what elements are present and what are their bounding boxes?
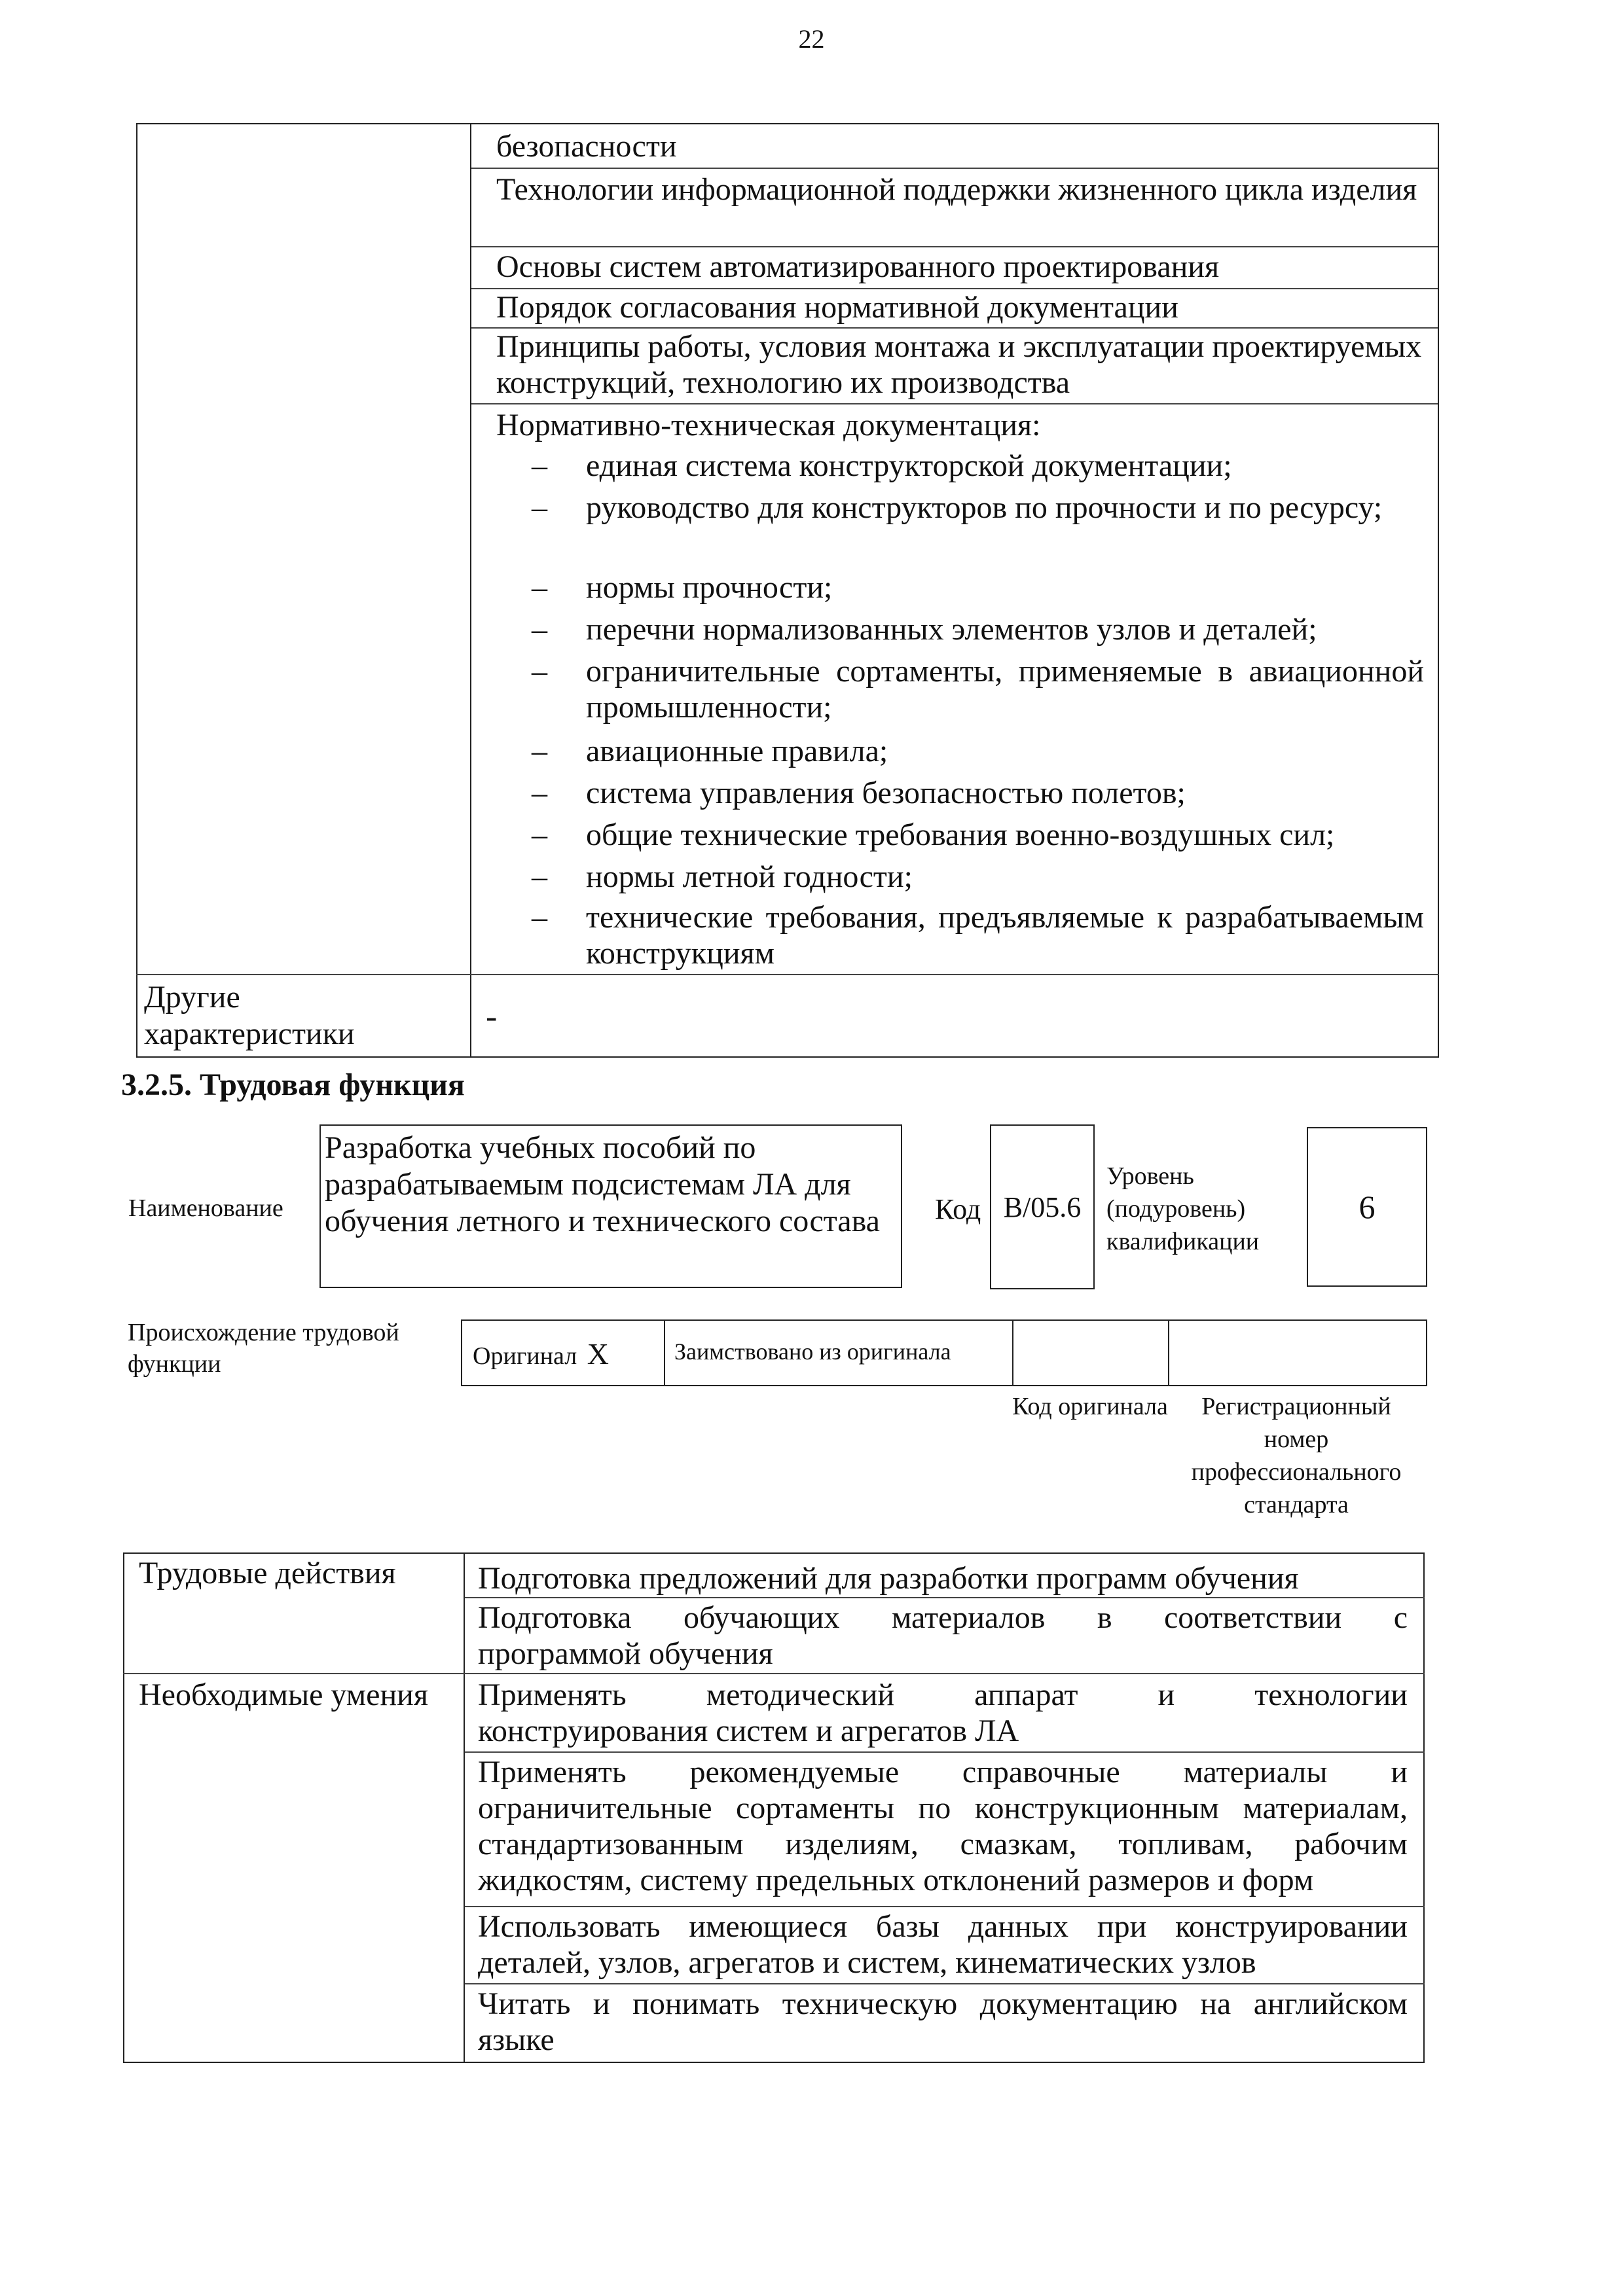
list-item: общие технические требования военно-воздушных сил; <box>586 817 1335 852</box>
list-item: нормы летной годности; <box>586 859 913 894</box>
list-dash: – <box>532 859 547 894</box>
list-dash: – <box>532 612 547 647</box>
list-item: авиационные правила; <box>586 734 888 768</box>
list-item: ограничительные сортаменты, применяемые в авиационной промышленности; <box>586 654 1424 725</box>
level-box <box>1307 1127 1427 1287</box>
cell-divider <box>664 1319 665 1386</box>
list-dash: – <box>532 448 547 483</box>
reg-number-label: Регистрационный номер профессионального стандарта <box>1191 1393 1402 1518</box>
table-row: Технологии информационной поддержки жизненного цикла изделия <box>496 172 1417 207</box>
row-divider <box>465 1597 1425 1598</box>
skills-label: Необходимые умения <box>139 1677 428 1712</box>
action-item: Подготовка предложений для разработки программ обучения <box>478 1561 1299 1596</box>
row-divider <box>465 1751 1425 1753</box>
skill-item: Читать и понимать техническую документацию на английском языке <box>478 1986 1408 2057</box>
code-original-label: Код оригинала <box>1012 1393 1168 1420</box>
page-number: 22 <box>798 24 825 54</box>
row-divider <box>136 974 1439 975</box>
row-divider <box>471 403 1438 404</box>
function-name-box: Разработка учебных пособий по разрабатываемым подсистемам ЛА для обучения летного и технического состава <box>319 1124 902 1288</box>
table-row: Нормативно-техническая документация: <box>496 408 1041 442</box>
table-row: безопасности <box>496 129 677 164</box>
list-dash: – <box>532 570 547 605</box>
list-dash: – <box>532 654 547 689</box>
table-row: Основы систем автоматизированного проектирования <box>496 249 1220 284</box>
list-dash: – <box>532 900 547 935</box>
list-item: нормы прочности; <box>586 570 833 605</box>
level-value: 6 <box>1359 1189 1376 1225</box>
actions-label: Трудовые действия <box>139 1556 396 1590</box>
row-divider <box>471 168 1438 169</box>
table-row: Принципы работы, условия монтажа и эксплуатации проектируемых конструкций, технологию их производства <box>496 329 1422 400</box>
row-divider <box>465 1983 1425 1984</box>
borrowed-label: Заимствовано из оригинала <box>674 1338 951 1365</box>
name-label: Наименование <box>128 1194 283 1222</box>
level-label: Уровень (подуровень) квалификации <box>1106 1162 1260 1255</box>
list-item: руководство для конструкторов по прочности и по ресурсу; <box>586 490 1383 525</box>
other-characteristics-label: Другие характеристики <box>144 980 355 1051</box>
action-item <box>478 1600 1408 1636</box>
skill-item: Применять методический аппарат и технологии конструирования систем и агрегатов ЛА <box>478 1677 1408 1748</box>
list-dash: – <box>532 817 547 852</box>
code-value: B/05.6 <box>1003 1191 1082 1223</box>
skill-item: Применять рекомендуемые справочные материалы и ограничительные сортаменты по конструкционным материалам, стандартизованным изделиям, смазкам, топливам, рабочим жидкостям, систему предельных отклонений размеров и форм <box>478 1755 1408 1897</box>
action-item-line: Подготовка обучающих материалов в соответствии с <box>478 1600 1408 1635</box>
list-item: перечни нормализованных элементов узлов и деталей; <box>586 612 1317 647</box>
row-divider <box>471 246 1438 247</box>
section-heading: 3.2.5. Трудовая функция <box>121 1067 465 1102</box>
original-cell <box>473 1336 609 1371</box>
row-divider <box>465 1906 1425 1907</box>
cell-divider <box>1168 1319 1169 1386</box>
action-item-continued: программой обучения <box>478 1636 773 1671</box>
table-row: Порядок согласования нормативной документации <box>496 290 1178 325</box>
skill-item: Использовать имеющиеся базы данных при конструировании деталей, узлов, агрегатов и систем, кинематических узлов <box>478 1909 1408 1980</box>
list-item: технические требования, предъявляемые к разрабатываемым конструкциям <box>586 900 1424 971</box>
code-box <box>990 1124 1095 1289</box>
code-label: Код <box>935 1193 981 1225</box>
list-dash: – <box>532 490 547 525</box>
row-divider <box>123 1673 1425 1674</box>
cell-divider <box>1012 1319 1013 1386</box>
list-dash: – <box>532 734 547 768</box>
original-label: Оригинал <box>473 1342 577 1370</box>
original-mark: X <box>587 1337 609 1371</box>
other-characteristics-value: - <box>486 998 498 1035</box>
list-item: система управления безопасностью полетов; <box>586 776 1186 810</box>
list-dash: – <box>532 776 547 810</box>
list-item: единая система конструкторской документации; <box>586 448 1232 483</box>
table-column-divider <box>464 1552 465 2063</box>
origin-label: Происхождение трудовой функции <box>128 1319 399 1378</box>
